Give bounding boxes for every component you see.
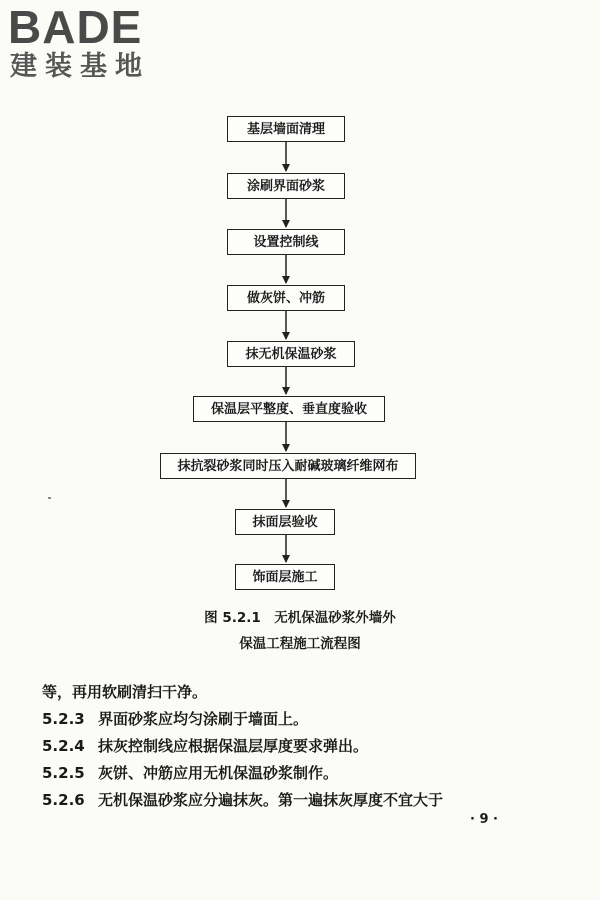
clause-5-2-5 [42, 762, 338, 784]
flow-step-insulation-mortar: 抹无机保温砂浆 [227, 341, 355, 367]
flow-step-screeds: 做灰饼、冲筋 [227, 285, 345, 311]
figure-caption-line2: 保温工程施工流程图 [239, 636, 361, 652]
flow-step-crack-mesh: 抹抗裂砂浆同时压入耐碱玻璃纤维网布 [160, 453, 416, 479]
figure-caption-line1: 图 5.2.1 无机保温砂浆外墙外 [204, 610, 396, 626]
clause-5-2-3 [42, 708, 308, 730]
clause-number: 5.2.6 [42, 791, 85, 809]
clause-5-2-6 [42, 789, 443, 811]
clause-number: 5.2.4 [42, 737, 85, 755]
clause-5-2-4 [42, 735, 368, 757]
clause-number: 5.2.3 [42, 710, 85, 728]
logo-wordmark: BADE [8, 1, 143, 53]
flow-step-finish-layer: 饰面层施工 [235, 564, 335, 590]
page-number: · 9 · [470, 812, 498, 827]
flow-step-control-lines: 设置控制线 [227, 229, 345, 255]
scan-speck [48, 497, 51, 499]
flow-step-surface-inspection: 抹面层验收 [235, 509, 335, 535]
clause-number: 5.2.5 [42, 764, 85, 782]
logo-subtitle: 建装基地 [10, 51, 150, 82]
flow-step-wall-cleaning: 基层墙面清理 [227, 116, 345, 142]
body-lead-line: 等，再用软刷清扫干净。 [42, 683, 208, 701]
clause-text: 抹灰控制线应根据保温层厚度要求弹出。 [98, 737, 369, 755]
clause-text: 界面砂浆应均匀涂刷于墙面上。 [98, 710, 309, 728]
clause-text: 灰饼、冲筋应用无机保温砂浆制作。 [98, 764, 339, 782]
flow-step-flatness-inspection: 保温层平整度、垂直度验收 [193, 396, 385, 422]
clause-text: 无机保温砂浆应分遍抹灰。第一遍抹灰厚度不宜大于 [98, 791, 444, 809]
flow-step-interface-mortar: 涂刷界面砂浆 [227, 173, 345, 199]
